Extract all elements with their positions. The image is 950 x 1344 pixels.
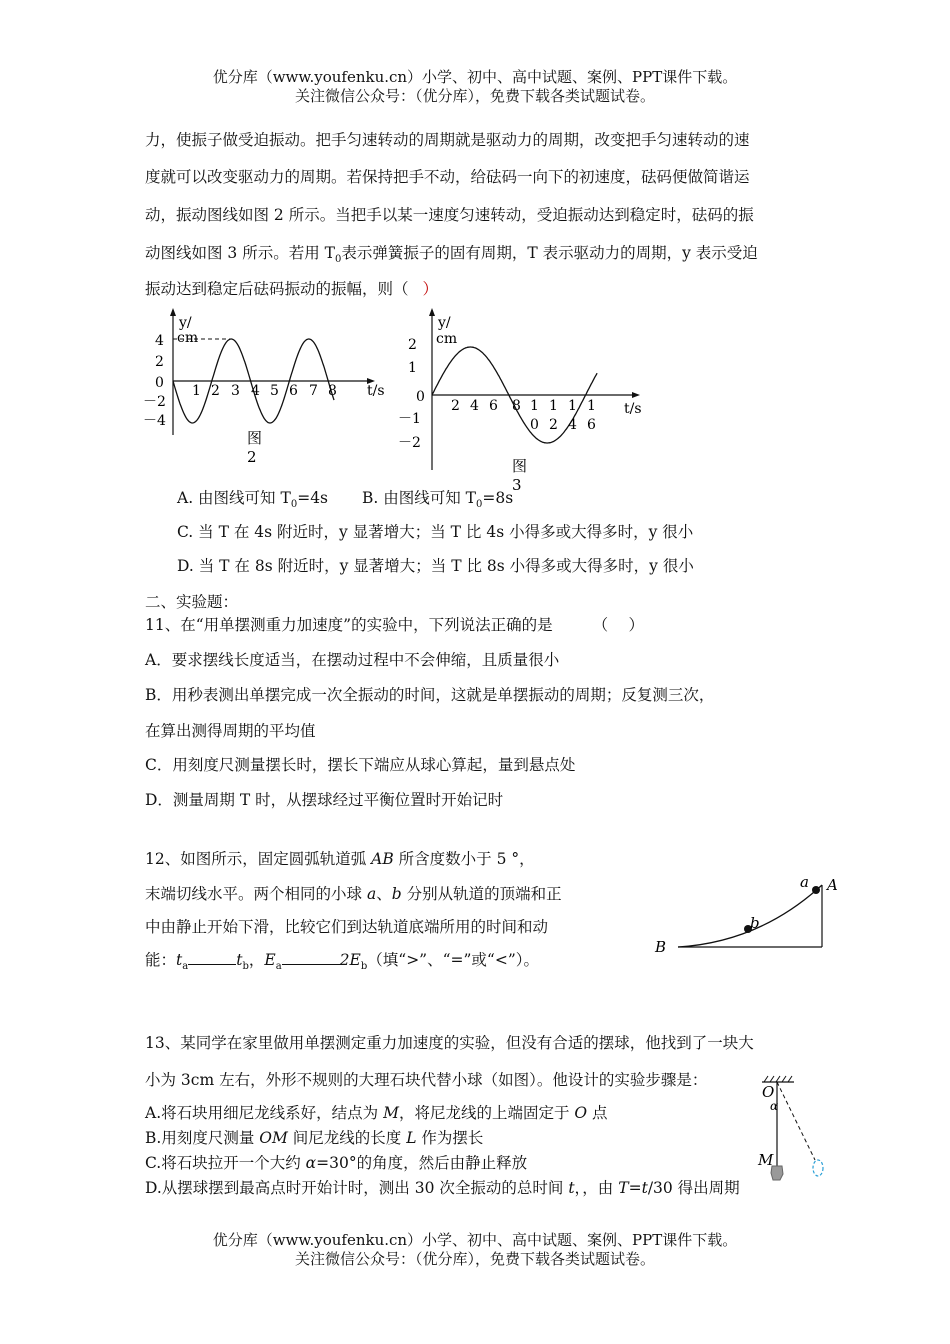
q10-option-a-value: =4s: [297, 489, 329, 507]
fig2-ytick-4: 4: [155, 333, 164, 349]
q12-comma: ，: [248, 951, 265, 969]
fig3-xtick-12-bottom: 2: [549, 417, 558, 433]
fig3-xtick-4: 4: [470, 398, 479, 414]
q12-line-3: 中由静止开始下滑，比较它们到达轨道底端所用的时间和动: [145, 918, 549, 936]
fig2-ytick-neg4: －4: [143, 413, 166, 429]
q13-step-b-text-2: 间尼龙线的长度: [287, 1129, 407, 1147]
q13-step-d-text-2: ，，由: [574, 1179, 619, 1197]
q13-fig-label-O: O: [762, 1083, 775, 1101]
q13-step-d-T: T: [618, 1179, 629, 1197]
q13-step-a-text-3: 点: [587, 1104, 608, 1122]
footer-line-2: 关注微信公众号：（优分库），免费下载各类试题试卷。: [294, 1250, 655, 1268]
fig3-xtick-16-bottom: 6: [587, 417, 596, 433]
q12-fig-label-b: b: [750, 914, 760, 932]
q13-step-d: [145, 1176, 740, 1198]
fig3-xtick-16-top: 1: [587, 398, 596, 414]
fig3-ytick-neg1: －1: [398, 411, 421, 427]
q13-step-d-eq: =: [628, 1179, 642, 1197]
q13-step-a-text-2: ，将尼龙线的上端固定于: [398, 1104, 575, 1122]
q10-option-b-sub: 0: [476, 499, 483, 511]
q12-line4-pre: 能：: [145, 951, 177, 969]
q13-ceiling-hatch: [764, 1076, 792, 1082]
q12-arc-ab: AB: [371, 850, 394, 868]
fig3-xtick-14-top: 1: [568, 398, 577, 414]
fig2-xtick-8: 8: [328, 383, 337, 399]
q13-step-b-l: L: [406, 1129, 417, 1147]
fig3-xtick-2: 2: [451, 398, 460, 414]
q11-option-b-line-1: B．用秒表测出单摆完成一次全振动的时间，这就是单摆振动的周期；反复测三次，: [145, 686, 715, 704]
q13-step-c: [145, 1151, 527, 1173]
q13-step-d-text-3: /30 得出周期: [647, 1179, 740, 1197]
fig3-ytick-neg2: －2: [398, 435, 421, 451]
q12-fig-label-B: B: [655, 938, 667, 956]
q12-2e-b-sub: b: [360, 961, 368, 973]
q13-step-b: [145, 1126, 483, 1148]
fig2-ylabel-1: y/: [179, 315, 192, 331]
q13-fig-label-M: M: [758, 1151, 774, 1169]
fig3-ylabel-2: cm: [436, 331, 458, 347]
q12-e-a-sub: a: [275, 961, 282, 973]
q13-dashed-string: [777, 1082, 815, 1160]
fig3-caption-2: 3: [512, 476, 522, 494]
fig3-x-arrow: [632, 392, 640, 398]
q13-step-c-text: C.将石块拉开一个大约: [145, 1154, 306, 1172]
q11-option-a: A．要求摆线长度适当，在摆动过程中不会伸缩，且质量很小: [145, 651, 560, 669]
q12-blank-1[interactable]: [188, 950, 236, 965]
q10-line5-text: 振动达到稳定后砝码振动的振幅，则（: [145, 280, 409, 298]
fig2-xtick-1: 1: [192, 383, 201, 399]
q12-t-b: t: [236, 951, 243, 969]
fig2-ylabel-2: cm: [177, 330, 199, 346]
figure-2-graph: [135, 305, 395, 475]
q13-line-1: 13、某同学在家里做用单摆测定重力加速度的实验，但没有合适的摆球，他找到了一块大: [145, 1034, 754, 1052]
fig2-ytick-neg2: －2: [143, 394, 166, 410]
fig3-xtick-12-top: 1: [549, 398, 558, 414]
fig3-y-arrow: [429, 308, 435, 316]
q10-line4-a: 动图线如图 3 所示。若用 T: [145, 244, 335, 262]
q11-option-d: D．测量周期 T 时，从摆球经过平衡位置时开始记时: [145, 791, 504, 809]
q11-option-b-line-2: 在算出测得周期的平均值: [145, 722, 316, 740]
fig2-xlabel: t/s: [367, 383, 385, 399]
fig3-xtick-10-bottom: 0: [530, 417, 539, 433]
fig2-caption-1: 图: [247, 429, 263, 447]
fig3-ytick-2: 2: [408, 337, 417, 353]
fig2-ytick-2: 2: [155, 354, 164, 370]
q13-line-2: 小为 3cm 左右，外形不规则的大理石块代替小球（如图）。他设计的实验步骤是：: [145, 1071, 708, 1089]
fig2-xtick-6: 6: [289, 383, 298, 399]
q11-answer-paren: （ ）: [592, 616, 645, 634]
q12-arc-track-figure: [650, 870, 850, 960]
fig2-caption-2: 2: [247, 448, 257, 466]
fig3-ytick-0: 0: [416, 389, 425, 405]
fig3-xtick-8: 8: [512, 398, 521, 414]
q10-option-a: [177, 486, 328, 510]
q12-t-a: t: [176, 951, 183, 969]
q12-line-4: [145, 948, 539, 972]
q12-t-b-sub: b: [242, 961, 249, 973]
q12-line1-b: 所含度数小于 5 °，: [393, 850, 535, 868]
q13-stone-displaced-icon: [813, 1160, 823, 1176]
q10-paragraph-line-4: [145, 241, 758, 265]
fig3-xlabel: t/s: [624, 401, 642, 417]
q13-step-d-t: t: [568, 1179, 575, 1197]
q12-line1-a: 12、如图所示，固定圆弧轨道弧: [145, 850, 372, 868]
q10-paragraph-line-3: 动，振动图线如图 2 所示。当把手以某一速度匀速转动，受迫振动达到稳定时，砝码的振: [145, 206, 754, 224]
q12-line-2: [145, 882, 562, 904]
fig2-y-arrow: [170, 308, 176, 316]
q12-2e-b: 2E: [339, 951, 361, 969]
q10-line4-b: 表示弹簧振子的固有周期，T 表示驱动力的周期，y 表示受迫: [341, 244, 758, 262]
q13-step-b-om: OM: [259, 1129, 288, 1147]
q10-answer-paren: ）: [422, 280, 439, 298]
q13-step-b-text-3: 作为摆长: [416, 1129, 484, 1147]
fig3-xtick-6: 6: [489, 398, 498, 414]
fig2-xtick-5: 5: [270, 383, 279, 399]
fig2-xtick-4: 4: [251, 383, 260, 399]
figure-3-graph: [390, 305, 650, 500]
q10-option-b: [362, 486, 513, 510]
q10-option-a-sub: 0: [290, 499, 298, 511]
q10-option-d: D. 当 T 在 8s 附近时，y 显著增大；当 T 比 8s 小得多或大得多时，y 很小: [177, 557, 694, 575]
q12-e-a: E: [264, 951, 276, 969]
q12-ball-a-dot: [812, 886, 820, 894]
fig3-ytick-1: 1: [408, 360, 417, 376]
q13-step-a-o: O: [574, 1104, 588, 1122]
q12-line2-mid: 、: [376, 885, 392, 903]
fig2-xtick-7: 7: [309, 383, 318, 399]
q11-stem: [145, 613, 644, 635]
q12-line4-end: （填“>”、“=”或“<”）。: [367, 951, 540, 969]
q11-option-c: C．用刻度尺测量摆长时，摆长下端应从球心算起，量到悬点处: [145, 756, 576, 774]
q13-step-d-t2: t: [641, 1179, 648, 1197]
q12-fig-label-A: A: [827, 876, 838, 894]
q10-option-a-text: A. 由图线可知 T: [177, 489, 291, 507]
q13-step-a: [145, 1101, 608, 1123]
q10-option-b-value: =8s: [482, 489, 514, 507]
q12-ball-a: a: [366, 885, 377, 903]
q13-step-c-alpha: α: [305, 1154, 317, 1172]
q13-step-d-text: D.从摆球摆到最高点时开始计时，测出 30 次全振动的总时间: [145, 1179, 569, 1197]
fig2-ytick-0: 0: [155, 375, 164, 391]
q12-t-a-sub: a: [182, 961, 189, 973]
q10-paragraph-line-1: 力，使振子做受迫振动。把手匀速转动的周期就是驱动力的周期，改变把手匀速转动的速: [145, 131, 750, 149]
q12-line2-a: 末端切线水平。两个相同的小球: [145, 885, 367, 903]
q13-step-a-m: M: [383, 1104, 399, 1122]
q11-stem-text: 11、在“用单摆测重力加速度”的实验中，下列说法正确的是: [145, 616, 553, 634]
fig3-xtick-14-bottom: 4: [568, 417, 577, 433]
q12-fig-label-a: a: [800, 873, 809, 891]
q13-pendulum-figure: [752, 1070, 842, 1195]
section-2-title: 二、实验题：: [145, 593, 239, 611]
q10-option-c: C. 当 T 在 4s 附近时，y 显著增大；当 T 比 4s 小得多或大得多时，y 很小: [177, 523, 694, 541]
footer-line-1: 优分库（www.youfenku.cn）小学、初中、高中试题、案例、PPT课件下载。: [212, 1231, 738, 1249]
q10-paragraph-line-5: [145, 277, 438, 299]
q10-option-b-text: B. 由图线可知 T: [362, 489, 477, 507]
fig2-xtick-2: 2: [211, 383, 220, 399]
q12-line2-b: 分别从轨道的顶端和正: [401, 885, 562, 903]
q12-blank-2[interactable]: [282, 950, 340, 965]
fig3-caption-1: 图: [512, 457, 528, 475]
q10-line4-sub: 0: [334, 254, 342, 266]
header-line-1: 优分库（www.youfenku.cn）小学、初中、高中试题、案例、PPT课件下载。: [212, 68, 738, 86]
header-line-2: 关注微信公众号：（优分库），免费下载各类试题试卷。: [294, 87, 655, 105]
fig2-xtick-3: 3: [231, 383, 240, 399]
fig3-ylabel-1: y/: [438, 315, 451, 331]
q13-step-c-text-2: =30°的角度，然后由静止释放: [316, 1154, 528, 1172]
q12-line-1: [145, 847, 535, 869]
q10-paragraph-line-2: 度就可以改变驱动力的周期。若保持把手不动，给砝码一向下的初速度，砝码便做简谐运: [145, 168, 750, 186]
fig3-xtick-10-top: 1: [530, 398, 539, 414]
q13-step-b-text: B.用刻度尺测量: [145, 1129, 260, 1147]
q13-step-a-text: A.将石块用细尼龙线系好，结点为: [145, 1104, 384, 1122]
q12-ball-b: b: [391, 885, 402, 903]
q13-fig-label-alpha: α: [770, 1099, 779, 1113]
